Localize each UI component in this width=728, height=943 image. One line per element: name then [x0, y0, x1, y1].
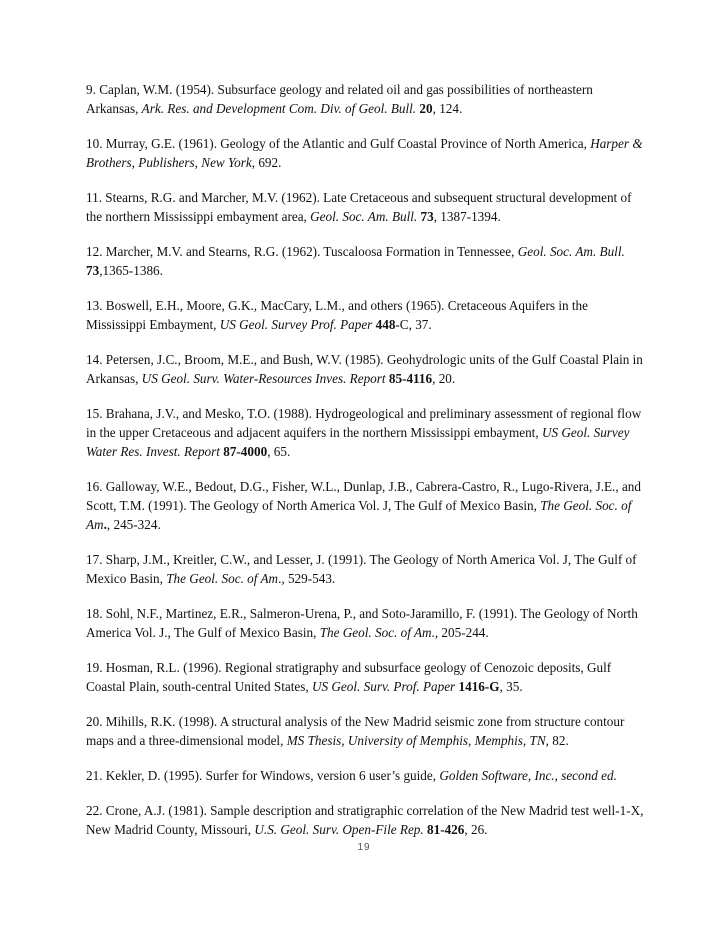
- reference-bold-text: 1416-G: [458, 679, 500, 694]
- reference-entry: [86, 134, 646, 172]
- reference-bold-text: 73: [86, 263, 100, 278]
- reference-text: 15. Brahana, J.V., and Mesko, T.O. (1988). Hydrogeological and preliminary assessment of regional flow in the upper Cretaceous and adjacent aquifers in the northern Mississippi embayment,: [86, 406, 642, 440]
- reference-text: 9. Caplan, W.M. (1954). Subsurface geology and related oil and gas possibilities of northeastern Arkansas,: [86, 82, 593, 116]
- reference-entry: [86, 188, 646, 226]
- reference-text: 21. Kekler, D. (1995). Surfer for Windows, version 6 user’s guide,: [86, 768, 440, 783]
- reference-entry: [86, 80, 646, 118]
- reference-text: 11. Stearns, R.G. and Marcher, M.V. (1962). Late Cretaceous and subsequent structural development of the northern Mississippi embayment area,: [86, 190, 632, 224]
- reference-text: , 65.: [267, 444, 291, 459]
- reference-italic-text: Geol. Soc. Am. Bull.: [310, 209, 418, 224]
- reference-entry: [86, 712, 646, 750]
- reference-italic-text: The Geol. Soc. of Am: [319, 625, 432, 640]
- reference-italic-text: Harper & Brothers, Publishers, New York: [86, 136, 643, 170]
- reference-bold-text: 448: [375, 317, 396, 332]
- reference-text: 19. Hosman, R.L. (1996). Regional stratigraphy and subsurface geology of Cenozoic deposits, Gulf Coastal Plain, south-central United States,: [86, 660, 612, 694]
- reference-italic-text: US Geol. Surv. Prof. Paper: [311, 679, 456, 694]
- reference-entry: [86, 296, 646, 334]
- reference-text: , 20.: [432, 371, 456, 386]
- reference-text: , 692.: [251, 155, 282, 170]
- reference-entry: [86, 801, 646, 839]
- reference-italic-text: U.S. Geol. Surv. Open-File Rep.: [254, 822, 424, 837]
- reference-bold-text: 85-4116: [388, 371, 433, 386]
- reference-text: 18. Sohl, N.F., Martinez, E.R., Salmeron-Urena, P., and Soto-Jaramillo, F. (1991). The Geology of North America Vol. J., The Gulf of Mexico Basin,: [86, 606, 638, 640]
- reference-text: -C, 37.: [395, 317, 432, 332]
- reference-entry: [86, 477, 646, 534]
- reference-bold-text: 81-426: [427, 822, 465, 837]
- reference-text: 20. Mihills, R.K. (1998). A structural analysis of the New Madrid seismic zone from structure contour maps and a three-dimensional model,: [86, 714, 625, 748]
- reference-italic-text: Geol. Soc. Am. Bull.: [517, 244, 625, 259]
- reference-italic-text: US Geol. Survey Prof. Paper: [219, 317, 373, 332]
- reference-text: 16. Galloway, W.E., Bedout, D.G., Fisher, W.L., Dunlap, J.B., Cabrera-Castro, R., Lugo-Rivera, J.E., and Scott, T.M. (1991). The Geology of North America Vol. J, The Gulf of Mexico Basin,: [86, 479, 641, 513]
- reference-text: , 245-324.: [106, 517, 161, 532]
- reference-text: , 35.: [499, 679, 523, 694]
- reference-text: , 124.: [432, 101, 463, 116]
- reference-italic-text: US Geol. Surv. Water-Resources Inves. Report: [141, 371, 386, 386]
- reference-italic-text: Golden Software, Inc., second ed.: [439, 768, 617, 783]
- reference-text: 13. Boswell, E.H., Moore, G.K., MacCary, L.M., and others (1965). Cretaceous Aquifers in the Mississippi Embayment,: [86, 298, 588, 332]
- reference-italic-text: The Geol. Soc. of Am: [166, 571, 279, 586]
- reference-bold-text: 87-4000: [223, 444, 268, 459]
- reference-italic-text: US Geol. Survey Water Res. Invest. Report: [86, 425, 630, 459]
- reference-italic-text: The Geol. Soc. of Am: [86, 498, 632, 532]
- reference-text: , 1387-1394.: [433, 209, 501, 224]
- reference-italic-text: MS Thesis, University of Memphis, Memphis, TN: [286, 733, 546, 748]
- page-number: 19: [357, 842, 371, 853]
- reference-text: , 82.: [545, 733, 569, 748]
- reference-text: 12. Marcher, M.V. and Stearns, R.G. (1962). Tuscaloosa Formation in Tennessee,: [86, 244, 518, 259]
- reference-entry: [86, 242, 646, 280]
- reference-text: 22. Crone, A.J. (1981). Sample description and stratigraphic correlation of the New Madrid test well-1-X, New Madrid County, Missouri,: [86, 803, 644, 837]
- reference-bold-text: 20: [419, 101, 433, 116]
- reference-text: 17. Sharp, J.M., Kreitler, C.W., and Lesser, J. (1991). The Geology of North America Vol. J, The Gulf of Mexico Basin,: [86, 552, 637, 586]
- reference-entry: [86, 404, 646, 461]
- reference-text: 10. Murray, G.E. (1961). Geology of the Atlantic and Gulf Coastal Province of North America,: [86, 136, 591, 151]
- reference-list: [86, 80, 646, 855]
- reference-bold-text: .: [103, 517, 107, 532]
- reference-text: , 26.: [464, 822, 488, 837]
- reference-entry: [86, 658, 646, 696]
- reference-italic-text: Ark. Res. and Development Com. Div. of Geol. Bull.: [141, 101, 417, 116]
- reference-text: ., 205-244.: [431, 625, 489, 640]
- reference-text: ,1365-1386.: [99, 263, 163, 278]
- reference-bold-text: 73: [420, 209, 434, 224]
- reference-entry: [86, 604, 646, 642]
- reference-text: 14. Petersen, J.C., Broom, M.E., and Bush, W.V. (1985). Geohydrologic units of the Gulf Coastal Plain in Arkansas,: [86, 352, 643, 386]
- reference-entry: [86, 766, 646, 785]
- reference-entry: [86, 350, 646, 388]
- reference-text: ., 529-543.: [278, 571, 336, 586]
- reference-entry: [86, 550, 646, 588]
